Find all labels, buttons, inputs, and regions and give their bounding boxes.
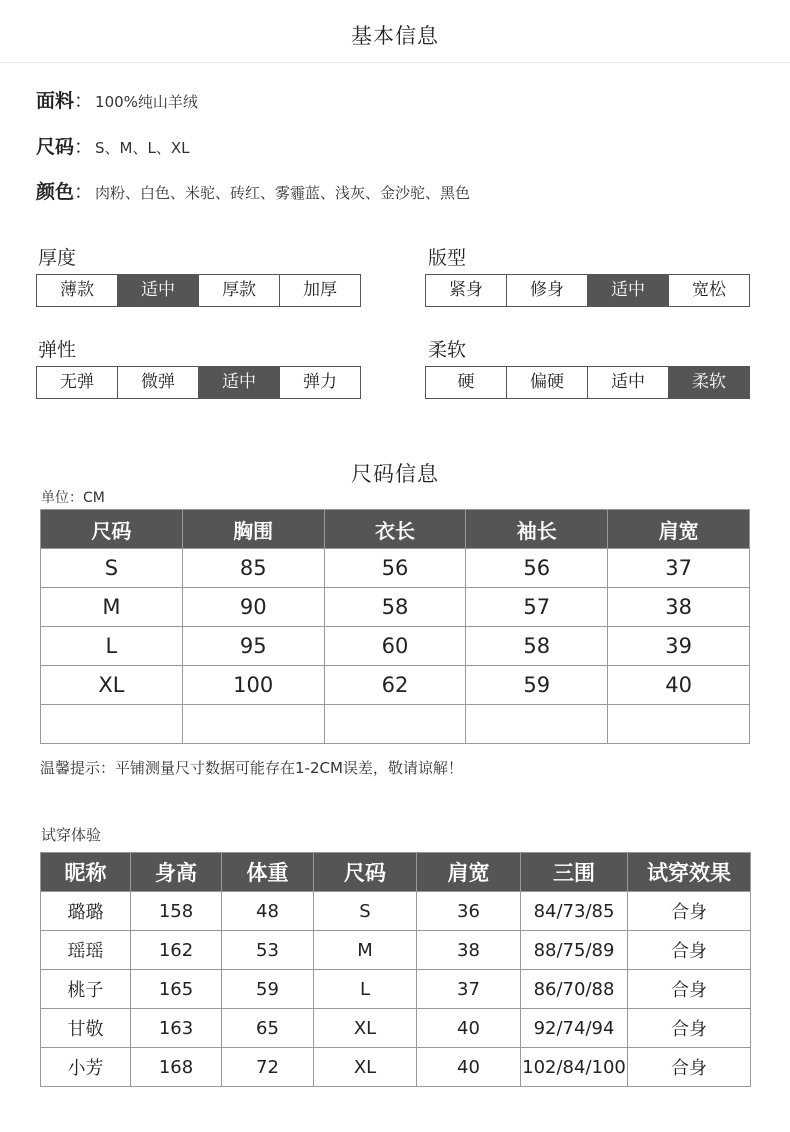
table-row (41, 931, 751, 970)
softness-label: 柔软 (428, 339, 467, 361)
thickness-scale (36, 274, 361, 307)
table-cell: 40 (417, 1009, 521, 1048)
softness-option: 硬 (457, 372, 475, 392)
color-value: 肉粉、白色、米驼、砖红、雾霾蓝、浅灰、金沙驼、黑色 (95, 184, 471, 202)
elasticity-scale (36, 366, 361, 399)
table-cell: 38 (417, 931, 521, 970)
softness-option-selected: 柔软 (668, 367, 749, 398)
thickness-option: 厚款 (198, 275, 279, 306)
table-cell: 合身 (628, 1048, 751, 1087)
color-row (36, 177, 470, 204)
header-shoulder: 肩宽 (608, 510, 750, 549)
header-measurements: 三围 (521, 853, 628, 892)
table-cell: 165 (131, 970, 222, 1009)
table-cell: 88/75/89 (521, 931, 628, 970)
title-divider (0, 62, 790, 63)
header-sleeve: 袖长 (466, 510, 608, 549)
table-cell: 72 (222, 1048, 314, 1087)
table-row (41, 970, 751, 1009)
fit-label: 版型 (428, 247, 467, 269)
table-cell: 合身 (628, 892, 751, 931)
table-cell: 90 (182, 588, 324, 627)
unit-label: 单位：CM (41, 490, 105, 506)
measurement-note: 温馨提示：平铺测量尺寸数据可能存在1-2CM误差，敬请谅解！ (40, 759, 463, 777)
elasticity-option: 弹力 (279, 367, 360, 398)
table-cell: 102/84/100 (521, 1048, 628, 1087)
table-cell: 56 (324, 549, 466, 588)
header-shoulder: 肩宽 (417, 853, 521, 892)
table-row (41, 666, 750, 705)
table-row (41, 549, 750, 588)
table-cell: 92/74/94 (521, 1009, 628, 1048)
table-cell: 桃子 (41, 970, 131, 1009)
table-row (41, 588, 750, 627)
table-cell: 38 (608, 588, 750, 627)
size-info-title: 尺码信息 (351, 462, 439, 486)
size-value: S、M、L、XL (95, 139, 190, 157)
table-cell: 65 (222, 1009, 314, 1048)
fit-option: 宽松 (668, 275, 749, 306)
elasticity-option: 微弹 (117, 367, 198, 398)
softness-scale (425, 366, 750, 399)
fabric-label: 面料 (36, 90, 75, 112)
fabric-colon: ： (74, 90, 94, 112)
table-cell: 59 (222, 970, 314, 1009)
thickness-label: 厚度 (38, 247, 77, 269)
fabric-value: 100%纯山羊绒 (95, 93, 198, 111)
table-cell: XL (41, 666, 183, 705)
table-cell: M (41, 588, 183, 627)
table-row (41, 892, 751, 931)
header-fit-result: 试穿效果 (628, 853, 751, 892)
fit-option: 修身 (506, 275, 587, 306)
table-cell: 162 (131, 931, 222, 970)
try-on-title: 试穿体验 (41, 826, 102, 844)
color-label: 颜色 (36, 181, 75, 203)
table-cell: 57 (466, 588, 608, 627)
table-row (41, 1048, 751, 1087)
table-cell: 合身 (628, 1009, 751, 1048)
table-cell: 56 (466, 549, 608, 588)
basic-info-title: 基本信息 (351, 24, 439, 48)
table-cell: 158 (131, 892, 222, 931)
table-cell: 36 (417, 892, 521, 931)
table-cell: 合身 (628, 931, 751, 970)
table-cell (324, 705, 466, 744)
fabric-row (36, 86, 198, 113)
try-on-table-header (41, 853, 751, 892)
table-cell: M (314, 931, 417, 970)
table-cell: L (41, 627, 183, 666)
fit-option-selected: 适中 (587, 275, 668, 306)
header-height: 身高 (131, 853, 222, 892)
table-cell: 58 (324, 588, 466, 627)
table-cell (182, 705, 324, 744)
table-row (41, 705, 750, 744)
size-table-header (41, 510, 750, 549)
fit-option: 紧身 (449, 280, 483, 300)
table-cell: XL (314, 1009, 417, 1048)
table-cell: S (314, 892, 417, 931)
table-cell: 163 (131, 1009, 222, 1048)
table-cell: 60 (324, 627, 466, 666)
header-size: 尺码 (314, 853, 417, 892)
table-cell: 37 (417, 970, 521, 1009)
elasticity-option: 无弹 (60, 372, 94, 392)
table-cell: 璐璐 (41, 892, 131, 931)
header-weight: 体重 (222, 853, 314, 892)
size-table (40, 509, 750, 744)
table-cell: S (41, 549, 183, 588)
table-row (41, 627, 750, 666)
table-cell: 85 (182, 549, 324, 588)
size-row (36, 132, 190, 159)
table-cell (41, 705, 183, 744)
table-cell: 39 (608, 627, 750, 666)
elasticity-option-selected: 适中 (198, 367, 279, 398)
table-cell: XL (314, 1048, 417, 1087)
table-cell: 瑶瑶 (41, 931, 131, 970)
table-cell: 53 (222, 931, 314, 970)
table-cell: 86/70/88 (521, 970, 628, 1009)
table-cell: 合身 (628, 970, 751, 1009)
table-cell: 小芳 (41, 1048, 131, 1087)
thickness-option-selected: 适中 (117, 275, 198, 306)
table-cell: 168 (131, 1048, 222, 1087)
softness-option: 偏硬 (506, 367, 587, 398)
thickness-option: 薄款 (60, 280, 94, 300)
table-cell: 40 (608, 666, 750, 705)
table-cell (466, 705, 608, 744)
try-on-table (40, 852, 751, 1087)
table-cell: 甘敬 (41, 1009, 131, 1048)
size-colon: ： (74, 136, 94, 158)
elasticity-label: 弹性 (38, 339, 77, 361)
table-cell: 58 (466, 627, 608, 666)
table-cell: 95 (182, 627, 324, 666)
table-cell: 84/73/85 (521, 892, 628, 931)
header-chest: 胸围 (182, 510, 324, 549)
table-cell (608, 705, 750, 744)
table-row (41, 1009, 751, 1048)
softness-option: 适中 (587, 367, 668, 398)
table-cell: L (314, 970, 417, 1009)
color-colon: ： (74, 181, 94, 203)
size-label: 尺码 (36, 136, 75, 158)
table-cell: 62 (324, 666, 466, 705)
header-nickname: 昵称 (41, 853, 131, 892)
table-cell: 48 (222, 892, 314, 931)
table-cell: 100 (182, 666, 324, 705)
header-length: 衣长 (324, 510, 466, 549)
header-size: 尺码 (41, 510, 183, 549)
table-cell: 40 (417, 1048, 521, 1087)
table-cell: 37 (608, 549, 750, 588)
table-cell: 59 (466, 666, 608, 705)
fit-scale (425, 274, 750, 307)
thickness-option: 加厚 (279, 275, 360, 306)
